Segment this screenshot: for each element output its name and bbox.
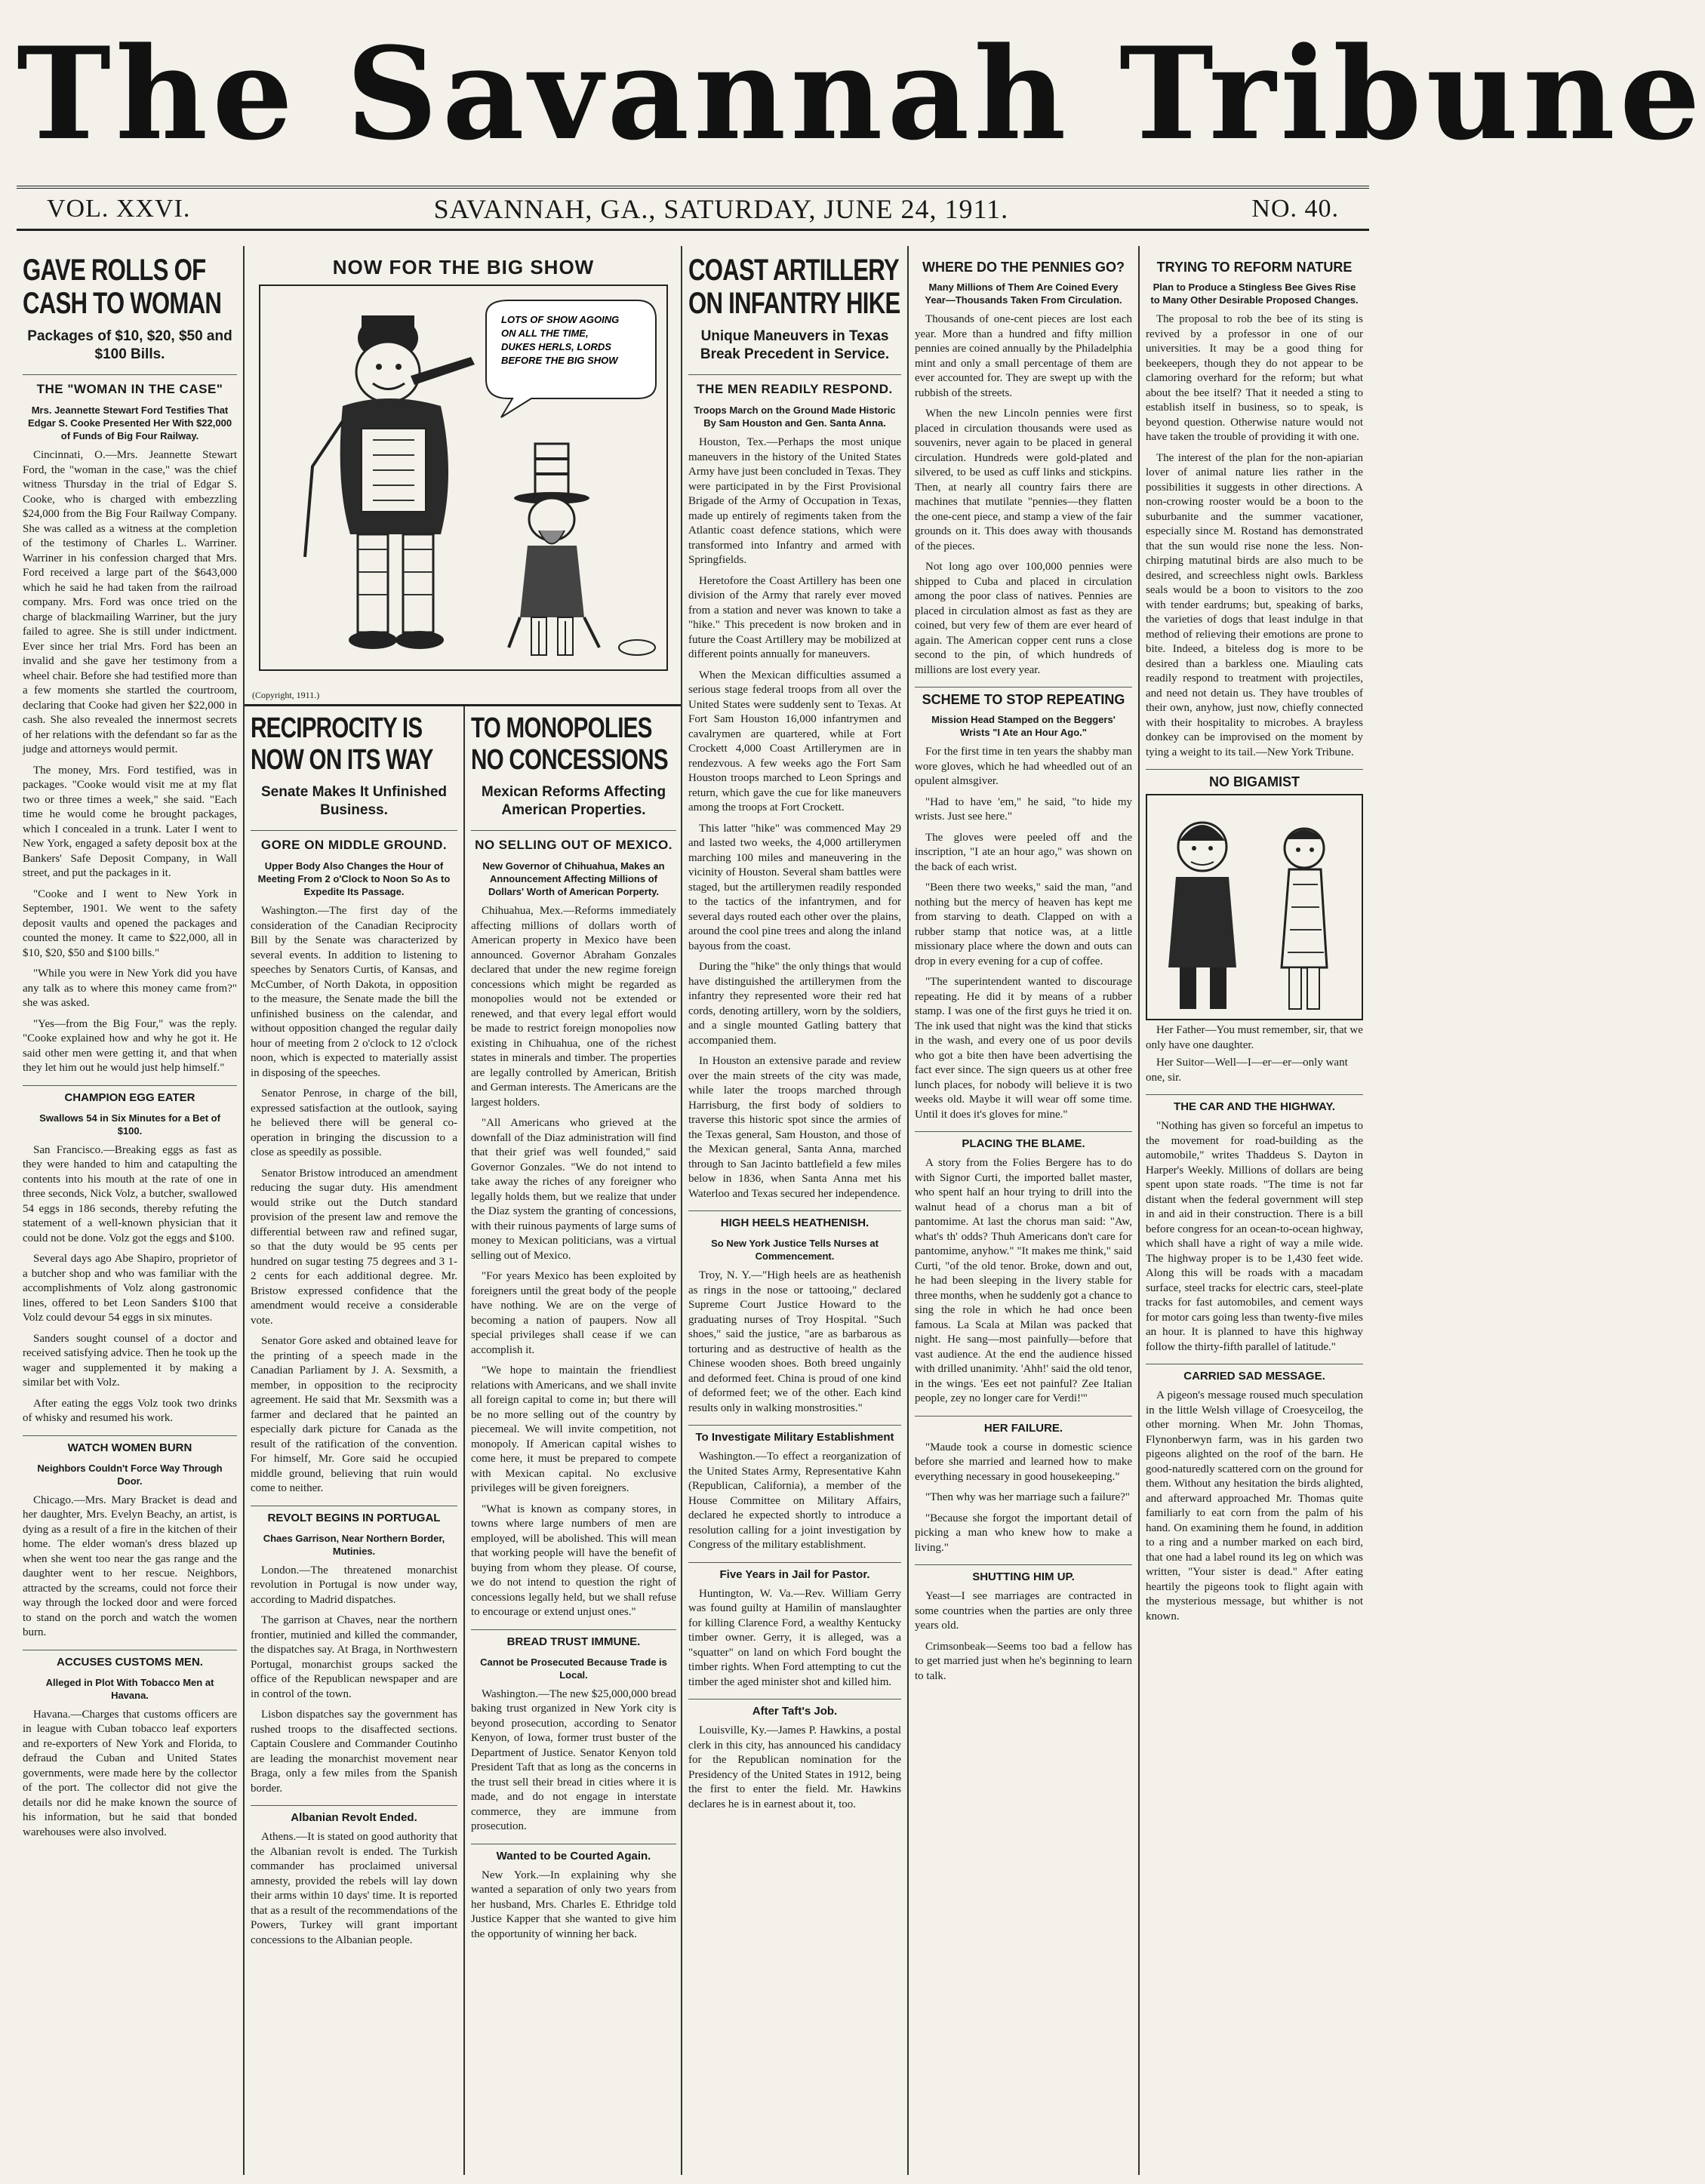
headline-scheme: SCHEME TO STOP REPEATING [915, 687, 1132, 707]
paragraph: Huntington, W. Va.—Rev. William Gerry was found guilty at Hamilin of manslaughter for killing Clarence Ford, a wealthy Kentucky timber owner. Gerry, it is alleged, was a "squatter" on land on which Ford bought the timber rights. When Ford attempting to cut the timber the aged minister shot and killed him. [688, 1587, 901, 1688]
paragraph: The gloves were peeled off and the inscription, "I ate an hour ago," was shown on the back of each wrist. [915, 831, 1132, 873]
paragraph: "What is known as company stores, in towns where large numbers of men are employed, will be abolished. This will mean that working people will have the benefit of buying from whom they please. Of course, we do not intend to question the right of concessions legally held, but we shall refuse to encourage or extend unjust ones." [471, 1503, 676, 1618]
paragraph: Washington.—The first day of the consideration of the Canadian Reciprocity Bill by the Senate was characterized by several events. In addition to listening to speeches by Senators Curtis, of Kansas, and McCumber, of North Dakota, in opposition to the measure, the Senate made the bill the unfinished business on the calendar, and without opposition changed the regular daily hour of meeting from 2 o'clock to 12 o'clock noon, which is expected to materially assist in disposing of the speeches. [251, 905, 457, 1079]
headline-military: To Investigate Military Establishment [688, 1425, 901, 1445]
column-4 [681, 246, 907, 2175]
paragraph: Havana.—Charges that customs officers are in league with Cuban tobacco leaf exporters and re-exporters of New York and Florida, to defraud the Cuban and United States governments, were made here by the collector of the port. The collector did not give the details nor did he make known the source of his information, but he said that bonded warehouses were also involved. [23, 1708, 237, 1838]
paragraph: When the Mexican difficulties assumed a serious stage federal troops from all over the United States were suddenly sent to Texas. At Fort Sam Houston 16,000 infantrymen and cavalrymen are quartered, while at Fort Crockett 4,000 Coast Artillerymen are in rendezvous. A few weeks ago the Fort Sam Houston troops marched to Leon Springs and return, which gave the cue for like maneuvers among the troops at Fort Crockett. [688, 669, 901, 814]
masthead [17, 11, 1705, 186]
headline-blame: PLACING THE BLAME. [915, 1131, 1132, 1152]
article-body [471, 904, 676, 1620]
paragraph: "Then why was her marriage such a failure?" [925, 1491, 1130, 1503]
article-body [915, 1589, 1132, 1684]
paragraph: "While you were in New York did you have any talk as to where this money came from?" she was asked. [23, 967, 237, 1009]
deck: Mexican Reforms Affecting American Properties. [481, 784, 666, 818]
headline-pennies: WHERE DO THE PENNIES GO? [922, 260, 1125, 275]
volume-number: VOL. XXVI. [47, 194, 191, 223]
masthead-title: The Savannah Tribune [17, 19, 1705, 168]
article-body [915, 1441, 1132, 1556]
kicker: Swallows 54 in Six Minutes for a Bet of $100. [39, 1112, 220, 1137]
kicker: Mission Head Stamped on the Beggers' Wrists "I Ate an Hour Ago." [931, 714, 1116, 738]
column-2 [243, 246, 681, 2175]
cartoon-credit: (Copyright, 1911.) [252, 690, 320, 700]
column-1 [17, 246, 243, 2175]
subhead: GORE ON MIDDLE GROUND. [251, 830, 457, 854]
paragraph: "The superintendent wanted to discourage repeating. He did it by means of a rubber stamp. I was one of the first guys he tried it on. The ink used that night was the kind that sticks in the wash, and every one of us poor devils who got a bite then have been advertising the fact ever since. The sign queers us at other free lunch places, for nobody will believe it is two weeks old. Maybe it will wear off some time. Until it does it's gloves for mine." [915, 976, 1132, 1121]
article-body [688, 1587, 901, 1690]
paragraph: "Cooke and I went to New York in September, 1901. We went to the safety deposit vaults and opened the packages and counted the money. It came to $22,000, all in $10, $20, $50 and $100 bills." [23, 887, 237, 959]
kicker: Cannot be Prosecuted Because Trade is Local. [480, 1656, 667, 1681]
subhead: THE "WOMAN IN THE CASE" [23, 374, 237, 398]
paragraph: The interest of the plan for the non-apiarian lover of animal nature lies rather in the possibilities it suggests in other directions. A non-crowing rooster would be a boon to the suburbanite and the summer vacationer, especially since M. Rostand has demonstrated that the sun would rise none the less. Non-chirping matutinal birds are also much to be desired, and screechless night owls. Barkless seals would be a boon to visitors to the zoo with tender eardrums; but, speaking of barks, the varieties of dogs that least indulge in that method of relieving their emotions are prone to bite. Indeed, a biteless dog is more to be desired than a barkless one. Miauling cats readily respond to treatment with projectiles, and need not detain us. They have troubles of their own, anyhow, just now, chiefly connected with their hospitality to microbes. A brayless donkey can be improvised on the moment by tying a weight to its tail.—New York Tribune. [1146, 451, 1363, 758]
headline-monopolies: TO MONOPOLIES NO CONCESSIONS [471, 712, 668, 776]
paragraph: Washington.—To effect a reorganization of the United States Army, Representative Kahn (Republican, California), a member of the House Committee on Military Affairs, declared he expected shortly to introduce a resolution calling for a joint investigation by Congress of the military establishment. [688, 1450, 901, 1551]
paragraph: San Francisco.—Breaking eggs as fast as they were handed to him and catapulting the contents into his mouth at the rate of one in three seconds, Nick Volz, a butcher, swallowed 54 eggs in 186 seconds, thereby refuting the statement of a well-known physician that it could not be done. Volz got the eggs and $100. [23, 1143, 237, 1244]
paragraph: During the "hike" the only things that would have distinguished the artillerymen from the infantry they represented wore their red hat cords, denoting artillery, worn by the soldiers, and a single mounted Gatling battery that accompanied them. [688, 961, 901, 1047]
deck: Senate Makes It Unfinished Business. [260, 784, 447, 818]
cartoon [245, 246, 682, 706]
headline-pastor: Five Years in Jail for Pastor. [688, 1562, 901, 1583]
paragraph: Lisbon dispatches say the government has rushed troops to the disaffected sections. Captain Couslere and Commander Coutinho are leading the monarchist movement near Braga, only a few miles from the Spanish border. [251, 1709, 457, 1795]
paragraph: Chicago.—Mrs. Mary Bracket is dead and her daughter, Mrs. Evelyn Beachy, an artist, is dying as a result of a fire in the kitchen of their home. The elder woman's dress blazed up when she went too near the gas range and the daughter went to her rescue. Neighbors, attracted by the screams, could not force their way through the locked door and were forced to stand on the porch and watch the women burn. [23, 1493, 237, 1638]
paragraph: "We hope to maintain the friendliest relations with Americans, and we shall invite all foreign capital to come in; but there will be no more selling out of the country by piecemeal. We will invite competition, not monopoly. If American capital wishes to come here, it must be prepared to compete with Mexican capital. No exclusive privileges will be given foreigners. [471, 1364, 676, 1494]
headline-failure: HER FAILURE. [915, 1416, 1132, 1436]
headline-customs: ACCUSES CUSTOMS MEN. [23, 1650, 237, 1670]
subhead: NO SELLING OUT OF MEXICO. [471, 830, 676, 854]
dateline-bar [17, 186, 1369, 231]
article-body [688, 1724, 901, 1812]
article-body [915, 312, 1132, 678]
paragraph: Several days ago Abe Shapiro, proprietor of a butcher shop and who was familiar with the accomplishments of Volz along gastronomic lines, offered to bet Leon Sanders $100 that Volz could devour 54 eggs in six minutes. [23, 1253, 237, 1324]
kicker: Mrs. Jeannette Stewart Ford Testifies That Edgar S. Cooke Presented Her With $22,000 of Funds of Big Four Railway. [27, 405, 232, 441]
columns [17, 246, 1369, 2178]
paragraph: Louisville, Ky.—James P. Hawkins, a postal clerk in this city, has announced his candidacy for the Republican nomination for the Presidency of the United States in 1912, being the first to enter the field. Mr. Hawkins declares he is in earnest about it, too. [688, 1724, 901, 1810]
article-body [23, 448, 237, 1076]
headline-albanian: Albanian Revolt Ended. [251, 1805, 457, 1826]
kicker: Upper Body Also Changes the Hour of Meeting From 2 o'Clock to Noon So As to Expedite Its Passage. [257, 860, 451, 897]
paragraph: A pigeon's message roused much speculation in the little Welsh village of Croesyceilog, the other morning. When Mr. John Thomas, Flynonberwyn farm, was in his garden two pigeons alighted on the roof of the barn. He good-naturedly scattered corn on the ground for them. Without any hesitation the birds alighted, and afterward approached Mr. Thomas quite familiarly to eat corn from the palm of his hand. On examining them he found, in addition to a ring and a number marked on each bird, that one had a label round its leg on which was written, "Your sister is dead." After eating heartily the pigeons took to flight again with the mysterious message, but whither is not known. [1146, 1389, 1363, 1623]
dateline: SAVANNAH, GA., SATURDAY, JUNE 24, 1911. [433, 193, 1009, 224]
article-body [688, 1450, 901, 1553]
headline-taft: After Taft's Job. [688, 1699, 901, 1719]
paragraph: "Had to have 'em," he said, "to hide my wrists. Just see here." [915, 795, 1132, 823]
headline-women-burn: WATCH WOMEN BURN [23, 1435, 237, 1456]
paragraph: "All Americans who grieved at the downfall of the Diaz administration will find that their grief was well founded," said Governor Gonzales. "We do not intend to take away the riches of any foreigner who legally holds them, but we realize that under the Diaz system the granting of concessions, with their ruinous payments of large sums of money to Mexican politicians, was a virtual selling out of Mexico. [471, 1117, 676, 1262]
paragraph: A story from the Folies Bergere has to do with Signor Curti, the imported ballet master, who spent half an hour trying to drill into the walnut head of a chorus man a bit of pantomime. At last the chorus man said: "Aw, what's th' odds? Thuh Americans don't care for pantomime, anyhow." "It makes me think," said Curti, "of the old tenor. Broke, down and out, he had been sleeping in the livery stable for three months, when he suddenly got a chance to sing the role in which he had once been famous. La Scala at Milan was packed that night. He sang—most painfully—before that vast audience. At the end the audience hissed with drilled unanimity. 'Ahh!' said the old tenor, in the wings. 'Ees eet not painful? Zee Italian people, zey no longer care for Verdi!'" [915, 1157, 1132, 1404]
article-body [251, 904, 457, 1497]
headline-sad-message: CARRIED SAD MESSAGE. [1146, 1364, 1363, 1384]
paragraph: After eating the eggs Volz took two drinks of whisky and resumed his work. [23, 1397, 237, 1424]
kicker: Chaes Garrison, Near Northern Border, Mutinies. [263, 1532, 445, 1557]
paragraph: "Because she forgot the important detail of picking a man who knew how to make a living." [915, 1512, 1132, 1554]
headline-bread-trust: BREAD TRUST IMMUNE. [471, 1629, 676, 1650]
paragraph: "Yes—from the Big Four," was the reply. "Cooke explained how and why he got it. He said other men were getting it, and that when they let him out he would just help himself." [23, 1017, 237, 1074]
paragraph: Sanders sought counsel of a doctor and received satisfying advice. Then he took up the wager and supplemented it by making a similar bet with Volz. [23, 1332, 237, 1389]
paragraph: London.—The threatened monarchist revolution in Portugal is now under way, according to Madrid dispatches. [251, 1564, 457, 1606]
kicker: Neighbors Couldn't Force Way Through Door. [37, 1462, 223, 1487]
issue-number: NO. 40. [1251, 194, 1339, 223]
paragraph: The proposal to rob the bee of its sting is revived by a professor in one of our universities. It may be a good thing for beekeepers, though they do not appear to be clamoring overhard for the reform; but what about the bee itself? That it needed a sting to establish itself in business, so to speak, is beyond question. Otherwise nature would not have taken the trouble of providing it with one. [1146, 313, 1363, 443]
article-body [23, 1143, 237, 1426]
paragraph: Cincinnati, O.—Mrs. Jeannette Stewart Ford, the "woman in the case," was the chief witness Thursday in the trial of Edgar S. Cooke, who is charged with embezzling $24,000 from the Big Four Railway Company. She was called as a witness at the completion of the testimony of Charles L. Warriner. Warriner in his confession charged that Mrs. Ford received a large part of the $643,000 which he said he had taken from the railroad company. Mrs. Ford was once tried on the charge of blackmailing Warriner, but the jury failed to agree. She is still under indictment. Ever since her trial Mrs. Ford has been an invalid and she gave her testimony from a wheel chair. Before she had testified more than a few moments she startled the courtroom, declaring that Cooke had given her $22,000 in cash. She also revealed the innermost secrets of her relations with the defendant so far as the judge and attorneys would permit. [23, 449, 237, 755]
headline-coast-artillery: COAST ARTILLERY ON INFANTRY HIKE [688, 254, 900, 320]
paragraph: Troy, N. Y.—"High heels are as heathenish as rings in the nose or tattooing," declared Supreme Court Justice Howard to the graduating nurses of Troy Hospital. "Such shoes," said the justice, "are as barbarous as torturing and as destructive of health as the Chinese wooden shoes. Both breed ungainly and deformed feet. China is proud of one kind of deformed feet; we of the other. Each kind results only in walking monstrosities." [688, 1269, 901, 1414]
headline-reform-nature: TRYING TO REFORM NATURE [1156, 260, 1353, 275]
kicker: Alleged in Plot With Tobacco Men at Havana. [45, 1676, 214, 1701]
article-body [251, 1830, 457, 1948]
paragraph: Washington.—The new $25,000,000 bread baking trust organized in New York city is beyond prosecution, according to Senator Kenyon, of Iowa, former trust buster of the Department of Justice. Senator Kenyon told President Taft that as long as the concerns in the trust sell their bread in cities where it is made, and do not engage in interstate commerce, they are immune from prosecution. [471, 1687, 676, 1832]
paragraph: Heretofore the Coast Artillery has been one division of the Army that rarely ever moved from a station and never was known to take a "hike." This precedent is now broken and in future the Coast Artillery may be mobilized at different points annually for maneuvers. [688, 574, 901, 660]
paragraph: When the new Lincoln pennies were first placed in circulation thousands were used as souvenirs, never again to be placed in general circulation. Hundreds were gold-plated and silvered, to be used as cuff links and stickpins. Then, at nearly all country fairs there are machines that mutilate "pennies—they flatten the one-cent piece, and stamp a view of the fair grounds on it. This does away with thousands of the pieces. [915, 408, 1132, 552]
paragraph: Crimsonbeak—Seems too bad a fellow has to get married just when he's beginning to learn to talk. [915, 1640, 1132, 1682]
paragraph: "For years Mexico has been exploited by foreigners until the great body of the people have nothing. We are on the verge of becoming a nation of paupers. Now all special privileges shall cease if we can accomplish it. [471, 1270, 676, 1356]
paragraph: Senator Gore asked and obtained leave for the printing of a speech made in the Canadian Parliament by J. A. Sexsmith, a member, in opposition to the reciprocity agreement. He said that Mr. Sexsmith was a farmer and declared that he painted an especially dark picture for Canada as the result of the ratification of the convention. For himself, Mr. Gore said he occupied middle ground, believing that ruin would come to neither. [251, 1335, 457, 1494]
bigamist-cartoon [1146, 794, 1363, 1020]
kicker: New Governor of Chihuahua, Makes an Announcement Affecting Millions of Dollars' Worth of American Porperty. [482, 860, 665, 897]
kicker: Many Millions of Them Are Coined Every Year—Thousands Taken From Circulation. [925, 281, 1122, 306]
paragraph: Houston, Tex.—Perhaps the most unique maneuvers in the history of the United States Army have just been concluded in Texas. They were participated in by the First Provisional Brigade of the Army of Occupation in Texas, made up entirely of regiments taken from the Atlantic coast defence stations, which were transformed into Infantry and armed with Springfields. [688, 436, 901, 566]
paragraph: This latter "hike" was commenced May 29 and lasted two weeks, the 4,000 artillerymen marching 100 miles and maneuvering in the vicinity of Houston. Several sham battles were staged, but the artillerymen readily responded to the tactics of the infantrymen, and for several days routed each other over the plains, around the cool pine trees and along the inland bayous from the coast. [688, 822, 901, 952]
headline-car-highway: THE CAR AND THE HIGHWAY. [1146, 1094, 1363, 1115]
article-body [1146, 312, 1363, 760]
paragraph: Not long ago over 100,000 pennies were shipped to Cuba and placed in circulation among the poor class of natives. Pennies are placed in circulation almost as fast as they are coined, but very few of them are ever heard of again. The American copper cent runs a close second to the pin, of which hundreds of millions are lost every year. [915, 561, 1132, 676]
kicker: Plan to Produce a Stingless Bee Gives Rise to Many Other Desirable Proposed Changes. [1150, 281, 1359, 306]
paragraph: The money, Mrs. Ford testified, was in packages. "Cooke would visit me at my flat two or three times a week," she said. "Each time he would come he brought packages, which I concealed in a trunk. Later I went to New York, engaged a safety deposit box at the Bankers' Safe Deposit Company, in Wall street, and put the packages in it. [23, 764, 237, 879]
headline-cash-to-woman: GAVE ROLLS OF CASH TO WOMAN [23, 254, 222, 320]
article-body [1146, 1119, 1363, 1355]
headline-high-heels: HIGH HEELS HEATHENISH. [688, 1210, 901, 1231]
headline-portugal: REVOLT BEGINS IN PORTUGAL [251, 1506, 457, 1526]
article-body [23, 1708, 237, 1841]
cartoon-illustration [260, 285, 667, 670]
headline-bigamist: NO BIGAMIST [1146, 769, 1363, 789]
paragraph: Her Father—You must remember, sir, that we only have one daughter. [1146, 1024, 1363, 1051]
paragraph: Yeast—I see marriages are contracted in some countries when the parties are only three years old. [915, 1590, 1132, 1632]
paragraph: The garrison at Chaves, near the northern frontier, mutinied and killed the commander, the dispatches say. At Braga, in Northwestern Portugal, monarchist groups sacked the office of the Republican newspaper and are in control of the town. [251, 1614, 457, 1700]
paragraph: New York.—In explaining why she wanted a separation of only two years from her husband, Mrs. Charles E. Ethridge told Justice Kapper that she wanted to give him the opportunity of winning her back. [471, 1869, 676, 1940]
paragraph: Her Suitor—Well—I—er—er—only want one, sir. [1146, 1057, 1348, 1084]
column-2b [463, 706, 682, 2175]
article-body [471, 1869, 676, 1943]
paragraph: In Houston an extensive parade and review over the main streets of the city was made, while later the troops marched through Harrisburg, the first body of soldiers to traverse this historic spot since the armies of the Texas general, Sam Houston, and those of the Mexican general, Santa Anna, marched through to San Jacinto battlefield a few miles below in 1836, when Santa Anna met his Waterloo and Texas secured her independence. [688, 1055, 901, 1200]
article-body [688, 435, 901, 1201]
article-body [688, 1269, 901, 1416]
headline-shutting: SHUTTING HIM UP. [915, 1564, 1132, 1585]
column-2a [245, 706, 463, 2175]
kicker: So New York Justice Tells Nurses at Commencement. [711, 1238, 879, 1262]
deck: Packages of $10, $20, $50 and $100 Bills. [27, 328, 232, 362]
paragraph: Chihuahua, Mex.—Reforms immediately affecting millions of dollars worth of American property in Mexico have been announced. Governor Abraham Gonzales declared that under the new regime foreign concessions which might be regarded as monopolies would not be extended or renewed, and that every legal effort would be made to restrict foreign monopolies now existing in Chihuahua, one of the richest states in minerals and timber. The properties are legally controlled by American, British and German interests. The Americans are the largest holders. [471, 905, 676, 1109]
paragraph: "Nothing has given so forceful an impetus to the movement for road-building as the automobile," writes Thaddeus S. Dayton in Harper's Weekly. Millions of dollars are being spent upon state roads. "The time is not far distant when the federal government will step in and aid in their construction. There is a bill before congress for an ocean-to-ocean highway, which shall have a right of way a mile wide. The highway proper is to be 1,430 feet wide. Along this will be roads with a macadam surface, steel tracks for electric cars, steel-plate tracks for fast automobiles, and cement ways for motor cars going less than twenty-five miles an hour. It is planned to have this highway follow the thirty-fifth parallel of latitude." [1146, 1120, 1363, 1353]
article-body [915, 1156, 1132, 1407]
kicker: Troops March on the Ground Made Historic By Sam Houston and Gen. Santa Anna. [694, 405, 896, 429]
article-body [471, 1687, 676, 1835]
headline-courted: Wanted to be Courted Again. [471, 1844, 676, 1864]
subhead: THE MEN READILY RESPOND. [688, 374, 901, 398]
article-body [915, 745, 1132, 1122]
article-body [251, 1564, 457, 1797]
column-5 [907, 246, 1138, 2175]
paragraph: Athens.—It is stated on good authority that the Albanian revolt is ended. The Turkish commander has proclaimed universal amnesty, provided the rebels will lay down their arms within 10 days' time. It is reported that as a result of the recommendations of the Powers, Turkey will grant important concessions to the Albanian people. [251, 1831, 457, 1946]
balloon-text: LOTS OF SHOW AGOING ON ALL THE TIME, DUKES HERLS, LORDS BEFORE THE BIG SHOW [501, 314, 620, 366]
dialogue [1146, 1023, 1363, 1085]
paragraph: Senator Bristow introduced an amendment reducing the sugar duty. His amendment would strike out the Dutch standard provision of the present law and remove the differential between raw and refined sugar, so that the duty would be 95 cents per hundred on sugar testing 75 degrees and 3 1-2 cents for each additional degree. Mr. Bristow expressed confidence that the amendment would receive a considerable vote. [251, 1167, 457, 1327]
paragraph: "Maude took a course in domestic science before she married and learned how to make everything necessary in good housekeeping." [915, 1441, 1132, 1483]
paragraph: For the first time in ten years the shabby man wore gloves, which he had wheedled out of an opulent almsgiver. [915, 746, 1132, 787]
paragraph: "Been there two weeks," said the man, "and nothing but the mercy of heaven has kept me from starving to death. Clapped on with a rubber stamp that notice was, at a little missionary place where the down and outs can drop in every evening for a cup of coffee. [915, 881, 1132, 967]
headline-egg-eater: CHAMPION EGG EATER [23, 1085, 237, 1106]
paragraph: Thousands of one-cent pieces are lost each year. More than a hundred and fifty million pennies are coined annually by the Philadelphia mint and only a small percentage of them are ever accounted for. They are swept up with the rubbish of the streets. [915, 313, 1132, 399]
cartoon-title: NOW FOR THE BIG SHOW [332, 256, 595, 278]
deck: Unique Maneuvers in Texas Break Precedent in Service. [700, 328, 890, 362]
paragraph: Senator Penrose, in charge of the bill, expressed satisfaction at the outlook, saying he believed there will be general co-operation in bringing the discussion to a close as speedily as possible. [251, 1087, 457, 1158]
headline-reciprocity: RECIPROCITY IS NOW ON ITS WAY [251, 712, 433, 776]
article-body [23, 1493, 237, 1641]
column-6 [1138, 246, 1369, 2175]
article-body [1146, 1389, 1363, 1624]
